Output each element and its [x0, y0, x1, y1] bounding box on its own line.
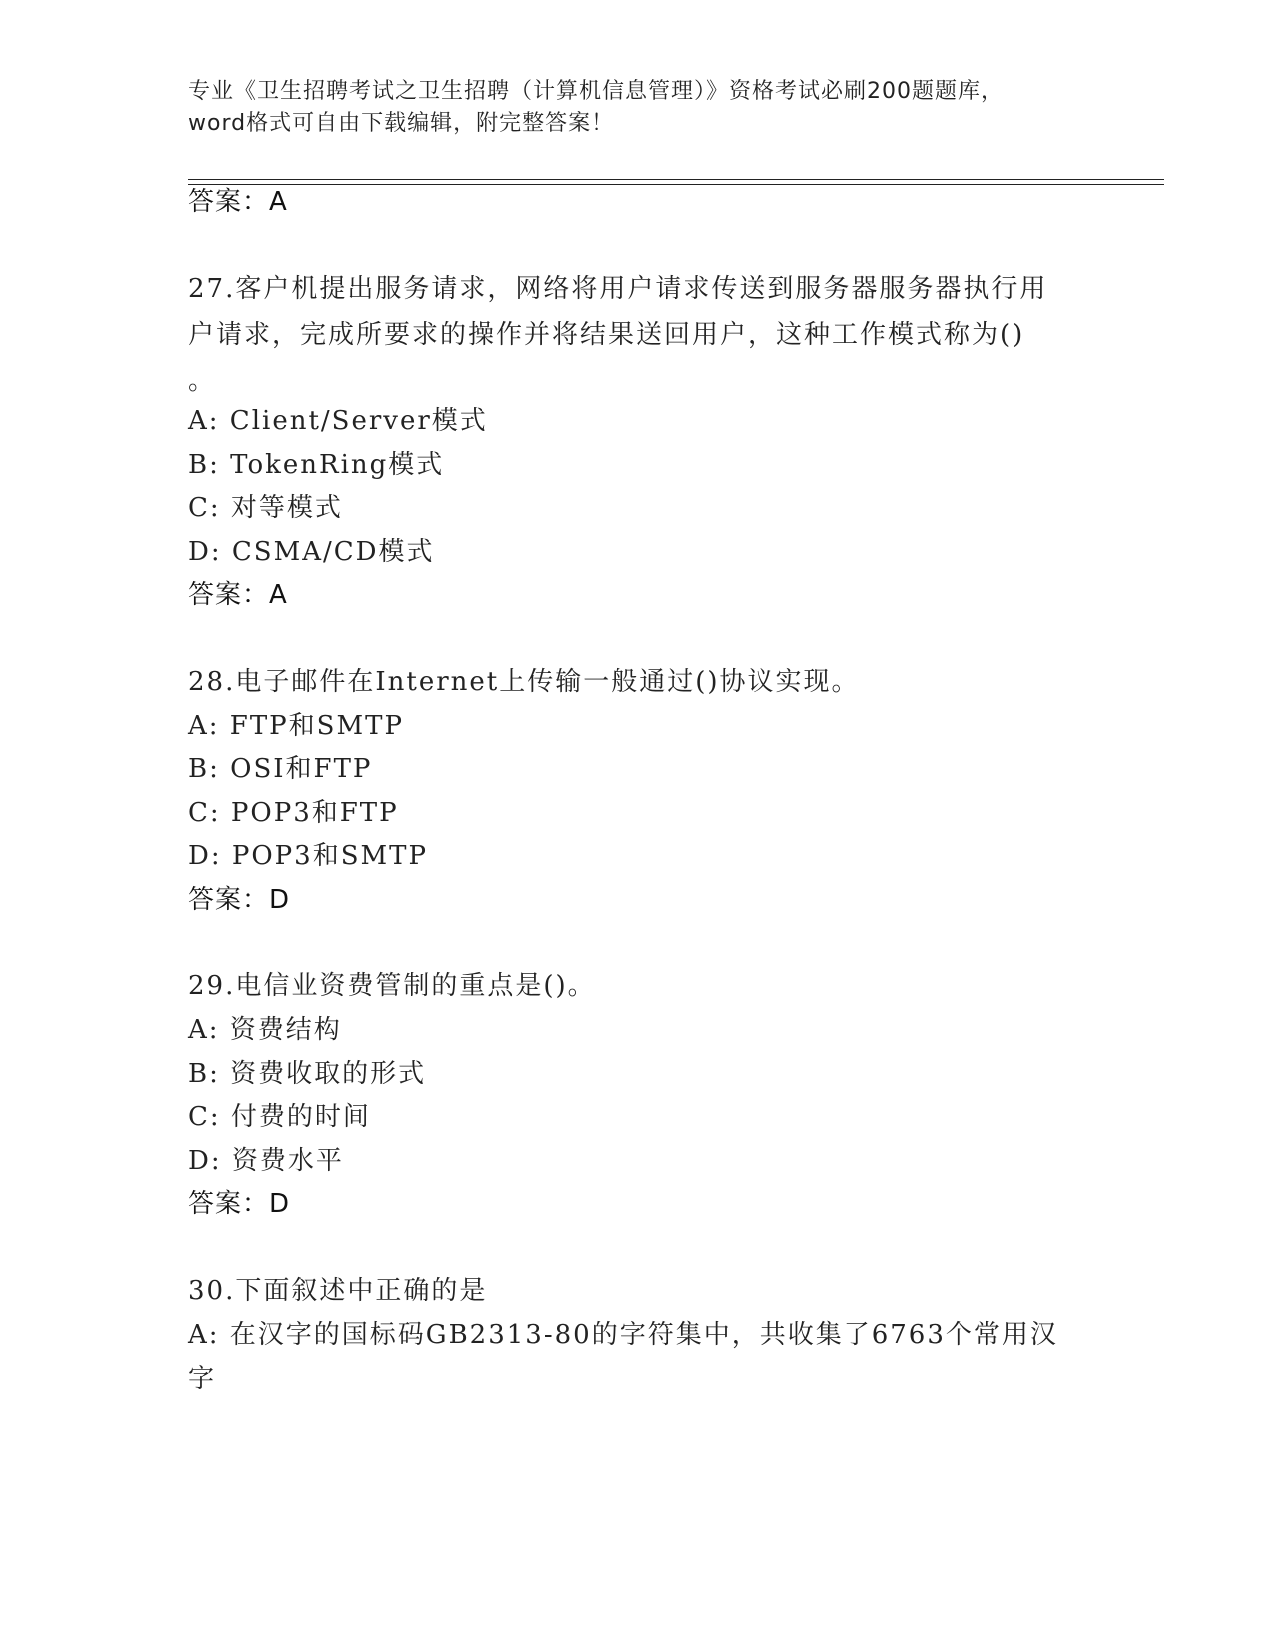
option-27-d: D: CSMA/CD模式	[188, 537, 435, 567]
option-29-a: A: 资费结构	[188, 1015, 342, 1045]
header-rule-top	[188, 179, 1164, 180]
option-30-a: A: 在汉字的国标码GB2313-80的字符集中，共收集了6763个常用汉	[188, 1320, 1058, 1350]
question-29-line-1: 29.电信业资费管制的重点是()。	[188, 971, 596, 1001]
question-28-line-1: 28.电子邮件在Internet上传输一般通过()协议实现。	[188, 667, 860, 697]
option-27-b: B: TokenRing模式	[188, 450, 445, 480]
answer-28: 答案：D	[188, 885, 291, 915]
option-29-c: C: 付费的时间	[188, 1102, 371, 1132]
question-27	[188, 266, 1088, 404]
option-28-c: C: POP3和FTP	[188, 798, 399, 828]
option-28-b: B: OSI和FTP	[188, 754, 373, 784]
question-27-line-1: 27.客户机提出服务请求，网络将用户请求传送到服务器服务器执行用	[188, 274, 1048, 304]
answer-27: 答案：A	[188, 580, 288, 610]
option-29-b: B: 资费收取的形式	[188, 1059, 427, 1089]
option-27-a: A: Client/Server模式	[188, 406, 488, 436]
answer-29: 答案：D	[188, 1189, 291, 1219]
answer-26: 答案：A	[188, 187, 288, 217]
question-29	[188, 963, 1088, 1009]
header-rule-bottom	[188, 184, 1164, 185]
header-line-1: 专业《卫生招聘考试之卫生招聘（计算机信息管理）》资格考试必刷200题题库，	[188, 79, 1004, 104]
question-27-line-2: 户请求，完成所要求的操作并将结果送回用户，这种工作模式称为()	[188, 320, 1025, 350]
option-29-d: D: 资费水平	[188, 1146, 344, 1176]
question-30-line-1: 30.下面叙述中正确的是	[188, 1276, 488, 1306]
option-28-a: A: FTP和SMTP	[188, 711, 404, 741]
option-30-a-continued: 字	[188, 1364, 217, 1394]
document-header	[188, 76, 1088, 140]
question-30	[188, 1268, 1088, 1314]
header-line-2: word格式可自由下载编辑，附完整答案！	[188, 111, 615, 136]
option-27-c: C: 对等模式	[188, 493, 343, 523]
option-28-d: D: POP3和SMTP	[188, 841, 428, 871]
question-27-line-3: 。	[188, 366, 217, 396]
question-28	[188, 659, 1088, 705]
